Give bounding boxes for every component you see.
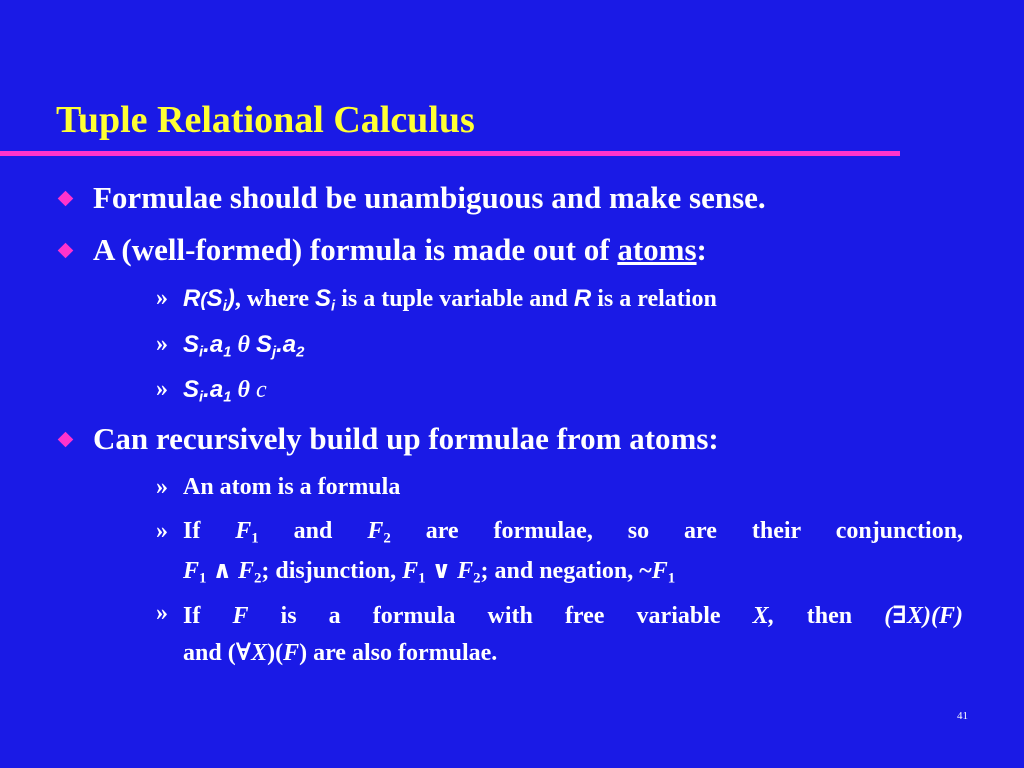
sub-text: , where (234, 286, 316, 312)
sub-item-line-2 (183, 637, 497, 667)
math-subscript: i (222, 298, 227, 315)
math-S: S (255, 331, 272, 358)
sub-item-text: An atom is a formula (183, 474, 401, 500)
math-F: F (283, 640, 300, 666)
word: If (183, 603, 201, 629)
math-subscript: 1 (251, 530, 259, 547)
sub-bullet-marker: » (156, 518, 168, 544)
math-F: F (651, 558, 668, 584)
slide-title: Tuple Relational Calculus (56, 99, 475, 141)
math-a: a (282, 331, 297, 358)
word: formula (372, 603, 456, 629)
math-c: c (255, 377, 267, 403)
math-F: F (457, 558, 474, 584)
math-S: S (315, 285, 332, 312)
sub-bullet-marker: » (156, 331, 168, 357)
math-subscript: 1 (223, 389, 232, 406)
math-S: S (206, 285, 223, 312)
word: and (293, 518, 333, 544)
math-F: F (235, 518, 252, 544)
math-F: F (232, 603, 249, 629)
title-underline-rule (0, 151, 900, 156)
word: If (183, 518, 201, 544)
sub-text: ) are also formulae. (299, 640, 498, 666)
word: free (564, 603, 605, 629)
math-subscript: i (199, 344, 204, 361)
math-X: X, (752, 603, 775, 629)
word: with (487, 603, 533, 629)
bullet-1-text: Formulae should be unambiguous and make sense. (93, 180, 766, 215)
math-subscript: i (331, 298, 336, 315)
math-subscript: 1 (199, 570, 207, 587)
math-a: a (209, 376, 224, 403)
bullet-2-text-after: : (696, 232, 707, 267)
page-number: 41 (957, 710, 968, 722)
sub-item-line-2 (183, 555, 675, 585)
math-F: F (183, 558, 200, 584)
math-dot: . (276, 331, 283, 358)
theta-symbol: θ (237, 332, 250, 358)
word: a (328, 603, 341, 629)
math-a: a (209, 331, 224, 358)
word: variable (636, 603, 721, 629)
word: their (751, 518, 801, 544)
sub-item-text (183, 331, 304, 359)
math-subscript: 1 (223, 344, 232, 361)
math-subscript: 2 (253, 570, 262, 587)
math-F: F (367, 518, 384, 544)
math-X: X (251, 640, 268, 666)
forall-symbol: ∀ (235, 640, 252, 666)
diamond-bullet-icon (58, 243, 74, 259)
sub-bullet-marker: » (156, 285, 168, 311)
sub-text: )( (267, 640, 284, 666)
sub-text: ; disjunction, (261, 558, 403, 584)
math-paren: ( (200, 290, 207, 311)
negation-symbol: ~ (639, 558, 652, 584)
diamond-bullet-icon (58, 432, 74, 448)
sub-text: ; and negation, (480, 558, 640, 584)
math-subscript: 2 (383, 530, 391, 547)
diamond-bullet-icon (58, 191, 74, 207)
word: formulae, (493, 518, 593, 544)
math-dot: . (203, 376, 210, 403)
math-paren: ) (226, 285, 235, 312)
atoms-underlined-term: atoms (617, 232, 697, 267)
sub-bullet-marker: » (156, 600, 168, 626)
math-R: R (573, 285, 592, 312)
math-subscript: i (199, 389, 204, 406)
math-F-with-subscript (235, 518, 259, 547)
sub-item-text (183, 376, 267, 404)
math-F-with-subscript (367, 518, 391, 547)
word: conjunction, (835, 518, 964, 544)
existential-quantifier-expression: (∃X)(F) (884, 603, 964, 629)
sub-bullet-marker: » (156, 474, 168, 500)
math-dot: . (203, 331, 210, 358)
word: then (806, 603, 853, 629)
theta-symbol: θ (237, 377, 250, 403)
math-F: F (237, 558, 254, 584)
logical-and-symbol: ∧ (212, 558, 232, 584)
word: are (425, 518, 459, 544)
math-S: S (183, 376, 200, 403)
word: is (280, 603, 297, 629)
math-F: F (402, 558, 419, 584)
math-subscript: 2 (296, 344, 305, 361)
word: are (684, 518, 717, 544)
math-subscript: 2 (473, 570, 481, 587)
math-S: S (183, 331, 200, 358)
sub-item-line-1 (183, 518, 963, 545)
math-R: R (183, 285, 201, 312)
sub-item-line-1 (183, 600, 963, 630)
sub-bullet-marker: » (156, 376, 168, 402)
sub-text: and ( (183, 640, 236, 666)
logical-or-symbol: ∨ (431, 558, 452, 584)
math-subscript: j (271, 344, 277, 361)
math-subscript: 1 (418, 570, 426, 587)
bullet-3-text: Can recursively build up formulae from atoms: (93, 421, 719, 456)
math-subscript: 1 (667, 570, 676, 587)
bullet-2-text (93, 232, 707, 268)
word: so (627, 518, 650, 544)
sub-item-text (183, 285, 717, 313)
sub-text: is a tuple variable and (335, 286, 574, 312)
bullet-2-text-before: A (well-formed) formula is made out of (93, 232, 618, 267)
sub-text: is a relation (591, 286, 717, 312)
